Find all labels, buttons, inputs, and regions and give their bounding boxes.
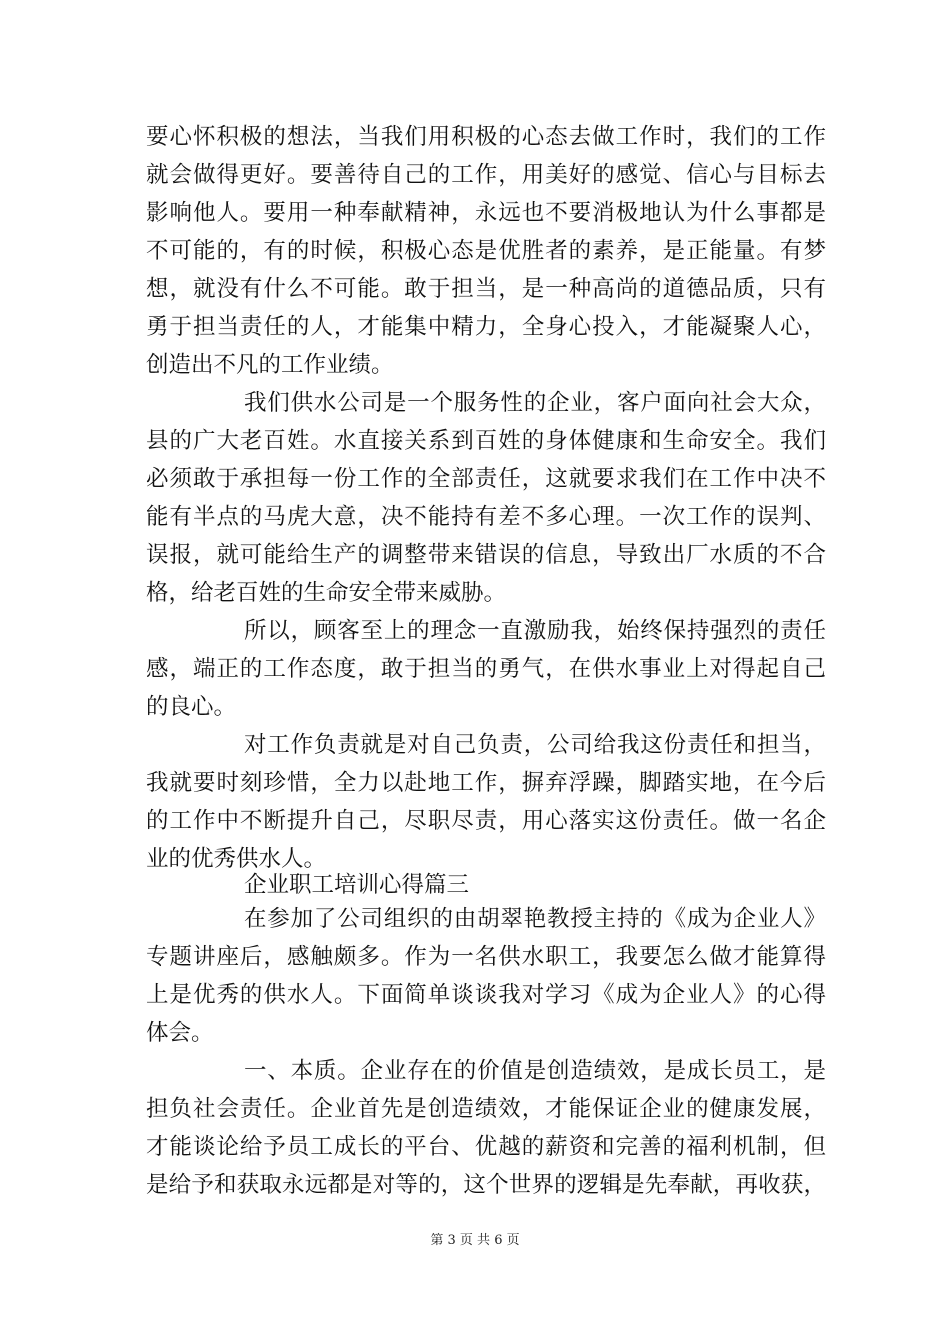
paragraph-first-line: 在参加了公司组织的由胡翠艳教授主持的《成为企业人》	[244, 906, 826, 932]
body-text-line: 上是优秀的供水人。下面简单谈谈我对学习《成为企业人》的心得	[146, 982, 826, 1008]
paragraph-first-line: 我们供水公司是一个服务性的企业，客户面向社会大众，	[244, 390, 826, 416]
body-text-line: 必须敢于承担每一份工作的全部责任，这就要求我们在工作中决不	[146, 466, 826, 492]
body-text-line: 格，给老百姓的生命安全带来威胁。	[146, 580, 507, 606]
body-text-line: 勇于担当责任的人，才能集中精力，全身心投入，才能凝聚人心，	[146, 314, 826, 340]
body-text-line: 是给予和获取永远都是对等的，这个世界的逻辑是先奉献，再收获，	[146, 1172, 826, 1198]
paragraph-first-line: 所以，顾客至上的理念一直激励我，始终保持强烈的责任	[244, 618, 826, 644]
body-text-line: 创造出不凡的工作业绩。	[146, 352, 394, 378]
page-footer	[0, 1232, 950, 1250]
body-text-line: 感，端正的工作态度，敢于担当的勇气，在供水事业上对得起自己	[146, 656, 826, 682]
body-text-line: 专题讲座后，感触颇多。作为一名供水职工，我要怎么做才能算得	[146, 944, 826, 970]
body-text-line: 担负社会责任。企业首先是创造绩效，才能保证企业的健康发展，	[146, 1096, 826, 1122]
footer-prefix: 第	[430, 1233, 444, 1248]
body-text-line: 业的优秀供水人。	[146, 846, 327, 872]
body-text-line: 县的广大老百姓。水直接关系到百姓的身体健康和生命安全。我们	[146, 428, 826, 454]
body-text-line: 的工作中不断提升自己，尽职尽责，用心落实这份责任。做一名企	[146, 808, 826, 834]
body-text-line: 我就要时刻珍惜，全力以赴地工作，摒弃浮躁，脚踏实地，在今后	[146, 770, 826, 796]
body-text-line: 影响他人。要用一种奉献精神，永远也不要消极地认为什么事都是	[146, 200, 826, 226]
body-text-line: 误报，就可能给生产的调整带来错误的信息，导致出厂水质的不合	[146, 542, 826, 568]
body-text-line: 的良心。	[146, 694, 237, 720]
section-heading: 企业职工培训心得篇三	[244, 872, 470, 898]
body-text-line: 体会。	[146, 1020, 214, 1046]
body-text-line: 要心怀积极的想法，当我们用积极的心态去做工作时，我们的工作	[146, 124, 826, 150]
body-text-line: 不可能的，有的时候，积极心态是优胜者的素养，是正能量。有梦	[146, 238, 826, 264]
body-text-line: 就会做得更好。要善待自己的工作，用美好的感觉、信心与目标去	[146, 162, 826, 188]
total-pages-number: 6	[494, 1233, 503, 1248]
body-text-line: 能有半点的马虎大意，决不能持有差不多心理。一次工作的误判、	[146, 504, 826, 530]
footer-suffix: 页	[506, 1233, 520, 1248]
body-text-line: 想，就没有什么不可能。敢于担当，是一种高尚的道德品质，只有	[146, 276, 826, 302]
footer-middle: 页 共	[459, 1233, 491, 1248]
paragraph-first-line: 对工作负责就是对自己负责，公司给我这份责任和担当，	[244, 732, 826, 758]
paragraph-first-line: 一、本质。企业存在的价值是创造绩效，是成长员工，是	[244, 1058, 826, 1084]
body-text-line: 才能谈论给予员工成长的平台、优越的薪资和完善的福利机制，但	[146, 1134, 826, 1160]
current-page-number: 3	[447, 1233, 456, 1248]
